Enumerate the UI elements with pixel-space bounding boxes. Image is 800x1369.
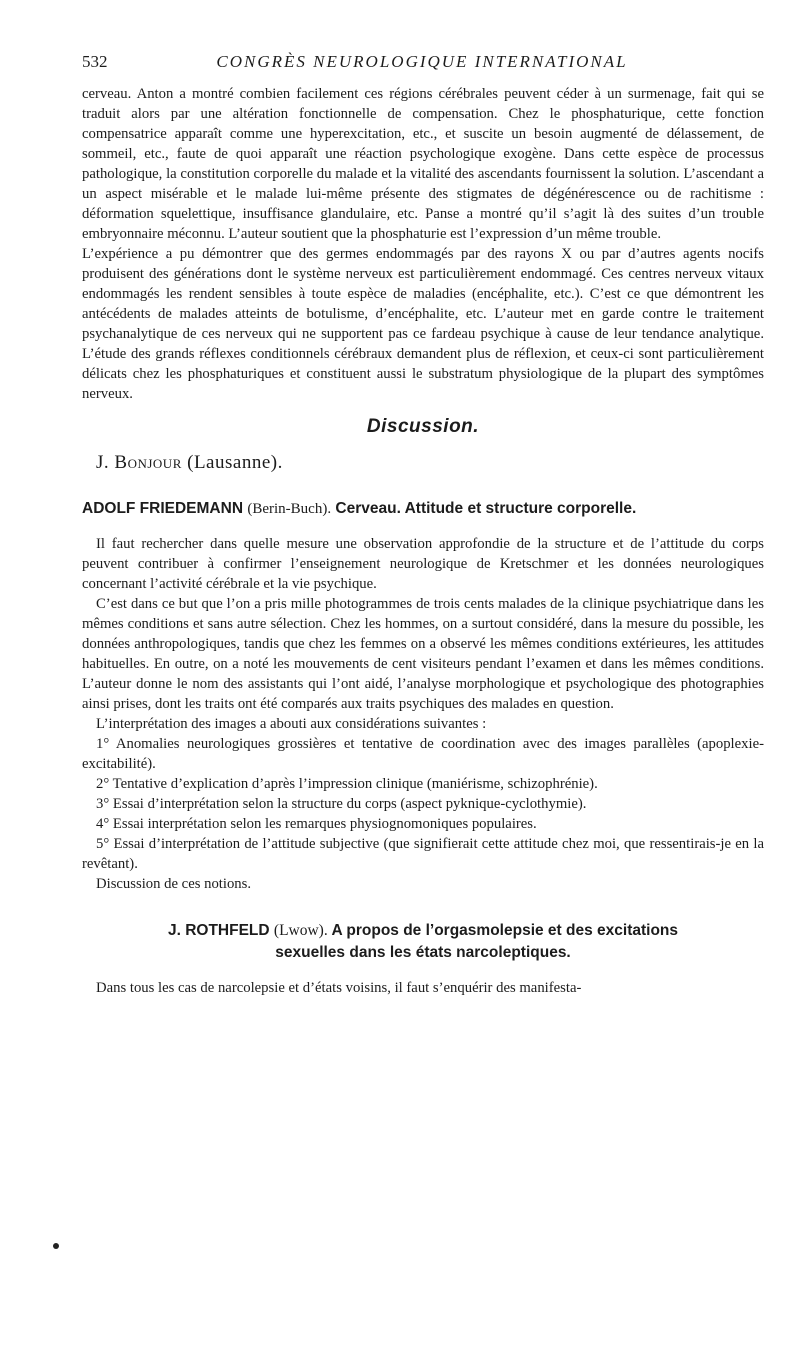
entry-author: ADOLF FRIEDEMANN <box>82 500 244 517</box>
discussant-place: (Lausanne). <box>187 452 283 473</box>
paragraph: C’est dans ce but que l’on a pris mille photogrammes de trois cents malades de la clinique psychiatrique dans les mêmes conditions et sans autre sélection. Chez les hommes, on a surtout considéré, dans la mesure du possible, les données anthropologiques, tandis que chez les femmes on a observé les mêmes conditions extérieures, les attitudes habituelles. En outre, on a noté les mouvements de cent visiteurs pendant l’examen et dans les mêmes conditions. L’auteur donne le nom des assistants qui l’ont aidé, l’analyse morphologique et psychologique des photographies ainsi prises, dont les traits ont été comparés aux traits psychiques des malades en question. <box>82 596 764 712</box>
list-item: 3° Essai d’interprétation selon la structure du corps (aspect pyknique-cyclothymie). <box>96 796 587 812</box>
page-body <box>82 84 764 998</box>
discussant-surname: Bonjour <box>114 452 182 473</box>
paragraph: Il faut rechercher dans quelle mesure une observation approfondie de la structure et de l’attitude du corps peuvent contribuer à confirmer l’enseignement neurologique de Kretschmer et les données neurologiques concernant l’activité cérébrale et la vie psychique. <box>82 536 764 592</box>
entry-affiliation: (Berin-Buch). <box>247 501 332 517</box>
entry-heading-friedemann <box>82 498 764 520</box>
list-item: 1° Anomalies neurologiques grossières et tentative de coordination avec des images parallèles (apoplexie-excitabilité). <box>82 736 764 772</box>
discussant-signature <box>96 452 764 474</box>
paragraph-continued: cerveau. Anton a montré combien facilement ces régions cérébrales peuvent céder à un surmenage, fait qui se traduit alors par une altération fonctionnelle de compensation. Chez le phosphaturique, cette fonction compensatrice apparaît comme une hyperexcitation, etc., et suscite un besoin augmenté de délassement, de sommeil, etc., faute de quoi apparaît une réaction psychologique exogène. Dans cette espèce de processus pathologique, la constitution corporelle du malade et la vitalité des ascendants fournissent la solution. L’ascendant a un aspect misérable et le malade lui-même présente des stigmates de dégénérescence ou de rachitisme : déformation squelettique, insuffisance glandulaire, etc. Panse a montré qu’il s’agit là des suites d’un trouble embryonnaire méconnu. L’auteur soutient que la phosphaturie est l’expression d’un même trouble. <box>82 86 764 242</box>
running-title: CONGRÈS NEUROLOGIQUE INTERNATIONAL <box>216 52 628 71</box>
discussant-initial: J. <box>96 452 110 473</box>
list-item: 4° Essai interprétation selon les remarques physiognomoniques populaires. <box>96 816 537 832</box>
list-item: 5° Essai d’interprétation de l’attitude subjective (que signifierait cette attitude chez moi, que ressentirais-je en la revêtant). <box>82 836 764 872</box>
entry-body-friedemann <box>82 534 764 894</box>
discussion-heading: Discussion. <box>366 416 480 437</box>
margin-bullet-mark <box>53 1243 59 1249</box>
entry-affiliation: (Lwow). <box>273 922 328 939</box>
paragraph: Discussion de ces notions. <box>96 876 252 892</box>
entry-author: J. ROTHFELD <box>167 922 270 939</box>
entry-title-line-2: sexuelles dans les états narcoleptiques. <box>275 944 571 961</box>
page-header <box>82 52 762 76</box>
list-item: 2° Tentative d’explication d’après l’impression clinique (maniérisme, schizophrénie). <box>96 776 598 792</box>
entry-heading-rothfeld <box>82 920 764 964</box>
paragraph: Dans tous les cas de narcolepsie et d’états voisins, il faut s’enquérir des manifesta- <box>96 980 582 996</box>
paragraph: L’interprétation des images a abouti aux considérations suivantes : <box>96 716 487 732</box>
page-number: 532 <box>82 52 108 71</box>
paragraph: L’expérience a pu démontrer que des germes endommagés par des rayons X ou par d’autres agents nocifs produisent des générations dont le système nerveux est particulièrement endommagé. Ces centres nerveux vitaux endommagés les rendent sensibles à toute espèce de maladies (encéphalite, etc.). C’est ce que démontrent les antécédents de malades atteints de botulisme, d’encéphalite, etc. L’auteur met en garde contre le traitement psychanalytique de ces nerveux qui ne supportent pas ce fardeau psychique à cause de leur tendance analytique. L’étude des grands réflexes conditionnels cérébraux demandent plus de réflexion, et ceux-ci sont particulièrement délicats chez les phosphaturiques et constituent aussi le substratum physiologique de la plupart des symptômes nerveux. <box>82 246 764 402</box>
entry-title: Cerveau. Attitude et structure corporelle. <box>335 500 637 517</box>
entry-title-line-1: A propos de l’orgasmolepsie et des excitations <box>331 922 679 939</box>
